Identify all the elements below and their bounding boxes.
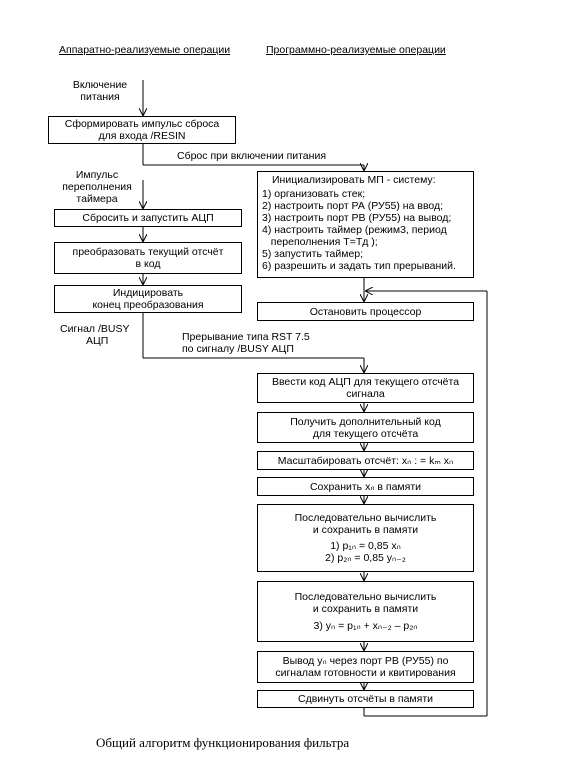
complement-line-1: Получить дополнительный код [290, 415, 441, 428]
shift-samples-box [257, 690, 474, 708]
complement-code-box [257, 412, 474, 443]
start-adc-text: Сбросить и запустить АЦП [82, 212, 214, 224]
timer-overflow-line-2: переполнения [62, 181, 132, 193]
busy-signal-line-1: Сигнал /BUSY [60, 323, 130, 335]
indicate-line-1: Индицировать [112, 287, 184, 299]
input-adc-code-box [257, 373, 474, 403]
output-yn-box [257, 651, 474, 683]
init-step-1: 1) организовать стек; [262, 188, 366, 200]
form-reset-pulse-box [48, 116, 236, 144]
output-line-1: Вывод yₙ через порт РВ (РУ55) по [282, 655, 449, 667]
shift-text: Сдвинуть отсчёты в памяти [297, 693, 433, 705]
scale-sample-box [257, 451, 474, 470]
convert-line-2: в код [135, 258, 161, 270]
interrupt-line-2: по сигналу /BUSY АЦП [182, 343, 294, 355]
software-operations-header: Программно-реализуемые операции [266, 44, 446, 56]
busy-signal-line-2: АЦП [86, 335, 109, 347]
init-system-box [257, 171, 474, 278]
power-reset-label: Сброс при включении питания [177, 150, 326, 162]
init-title: Инициализировать МП - систему: [272, 174, 436, 186]
init-step-4-cont: переполнения Т=Тд ); [262, 236, 378, 248]
figure-caption: Общий алгоритм функционирования фильтра [96, 735, 350, 750]
convert-sample-box [54, 242, 242, 274]
power-on-line-2: питания [80, 91, 120, 103]
stop-processor-box [257, 302, 474, 321]
init-step-6: 6) разрешить и задать тип прерываний. [262, 260, 456, 272]
hardware-operations-header: Аппаратно-реализуемые операции [59, 44, 231, 56]
init-step-5: 5) запустить таймер; [262, 248, 364, 260]
reset-box-line-1: Сформировать импульс сброса [64, 118, 220, 130]
init-step-2: 2) настроить порт РА (РУ55) на ввод; [262, 200, 444, 212]
input-line-2: сигнала [346, 388, 385, 400]
input-line-1: Ввести код АЦП для текущего отсчёта [271, 376, 460, 388]
interrupt-line-1: Прерывание типа RST 7.5 [182, 331, 310, 343]
stop-processor-text: Остановить процессор [309, 305, 422, 318]
output-line-2: сигналам готовности и квитирования [275, 667, 456, 679]
timer-overflow-label [56, 169, 138, 205]
busy-signal-label [60, 323, 129, 347]
formula-y: 3) yₙ = p₁ₙ + xₙ₋₂ – p₂ₙ [313, 620, 418, 632]
compute-p-box [257, 504, 474, 572]
interrupt-label [182, 331, 310, 355]
compute2-line-1: Последовательно вычислить [294, 591, 437, 603]
init-step-4: 4) настроить таймер (режим3, период [262, 224, 447, 236]
indicate-line-2: конец преобразования [92, 299, 204, 311]
save-text: Сохранить xₙ в памяти [309, 480, 422, 493]
formula-p2: 2) p₂ₙ = 0,85 yₙ₋₂ [325, 552, 406, 564]
init-step-3: 3) настроить порт РВ (РУ55) на вывод; [262, 212, 452, 224]
scale-text: Масштабировать отсчёт: xₙ : = kₘ xₙ [277, 454, 454, 467]
formula-p1: 1) p₁ₙ = 0,85 xₙ [330, 540, 401, 552]
power-on-label [62, 79, 138, 103]
complement-line-2: для текущего отсчёта [312, 427, 419, 440]
convert-line-1: преобразовать текущий отсчёт [72, 246, 224, 258]
timer-overflow-line-3: таймера [76, 193, 118, 205]
save-sample-box [257, 477, 474, 496]
power-on-line-1: Включение [72, 79, 128, 91]
timer-overflow-line-1: Импульс [75, 169, 119, 181]
reset-box-line-2: для входа /RESIN [98, 130, 186, 142]
compute-y-box [257, 581, 474, 642]
compute1-line-2: и сохранить в памяти [312, 524, 419, 536]
reset-start-adc-box [54, 209, 242, 227]
indicate-conversion-end-box [54, 285, 242, 313]
compute1-line-1: Последовательно вычислить [294, 512, 437, 524]
compute2-line-2: и сохранить в памяти [312, 603, 419, 615]
